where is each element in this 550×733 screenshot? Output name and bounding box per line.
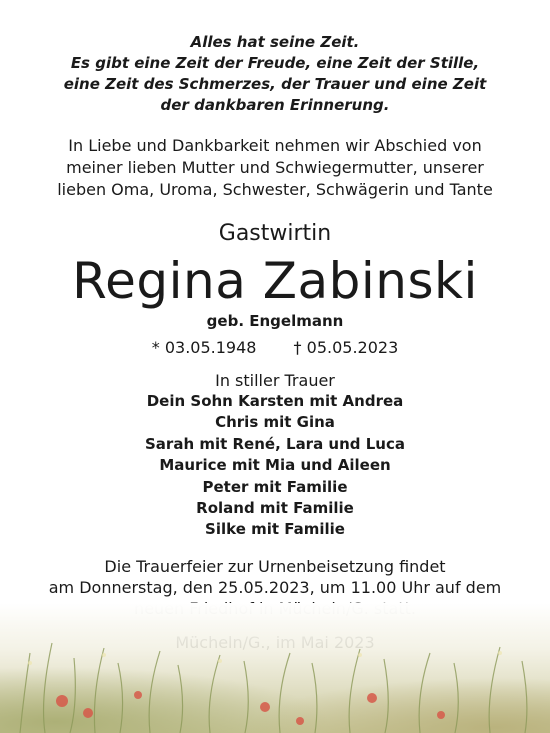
deceased-name: Regina Zabinski xyxy=(72,252,478,310)
motto-line: eine Zeit des Schmerzes, der Trauer und eine Zeit xyxy=(63,75,487,93)
motto-line: Alles hat seine Zeit. xyxy=(190,33,360,51)
farewell-intro xyxy=(0,135,550,201)
mourner-line: Sarah mit René, Lara und Luca xyxy=(145,434,405,453)
mourner-line: Peter mit Familie xyxy=(202,477,348,496)
maiden-name: geb. Engelmann xyxy=(206,312,344,330)
death-date: † 05.05.2023 xyxy=(293,338,399,357)
deceased-occupation: Gastwirtin xyxy=(218,221,332,246)
mourner-line: Roland mit Familie xyxy=(196,498,354,517)
mourner-line: Chris mit Gina xyxy=(215,413,335,432)
mourning-label: In stiller Trauer xyxy=(215,371,335,390)
motto-verse xyxy=(0,32,550,116)
meadow-background-image xyxy=(0,603,550,733)
mourner-line: Maurice mit Mia und Aileen xyxy=(159,456,391,475)
funeral-line: Die Trauerfeier zur Urnenbeisetzung findet xyxy=(104,557,446,576)
funeral-line: am Donnerstag, den 25.05.2023, um 11.00 Uhr auf dem xyxy=(48,578,502,597)
life-dates xyxy=(0,337,550,359)
mourner-line: Dein Sohn Karsten mit Andrea xyxy=(146,392,404,410)
motto-line: der dankbaren Erinnerung. xyxy=(160,96,390,114)
birth-date: * 03.05.1948 xyxy=(151,338,257,357)
intro-line: In Liebe und Dankbarkeit nehmen wir Abschied von xyxy=(68,136,482,155)
mourners-list xyxy=(0,391,550,541)
mourner-line: Silke mit Familie xyxy=(205,520,345,539)
motto-line: Es gibt eine Zeit der Freude, eine Zeit der Stille, xyxy=(70,54,480,72)
intro-line: lieben Oma, Uroma, Schwester, Schwägerin und Tante xyxy=(57,180,493,199)
intro-line: meiner lieben Mutter und Schwiegermutter, unserer xyxy=(66,158,484,177)
